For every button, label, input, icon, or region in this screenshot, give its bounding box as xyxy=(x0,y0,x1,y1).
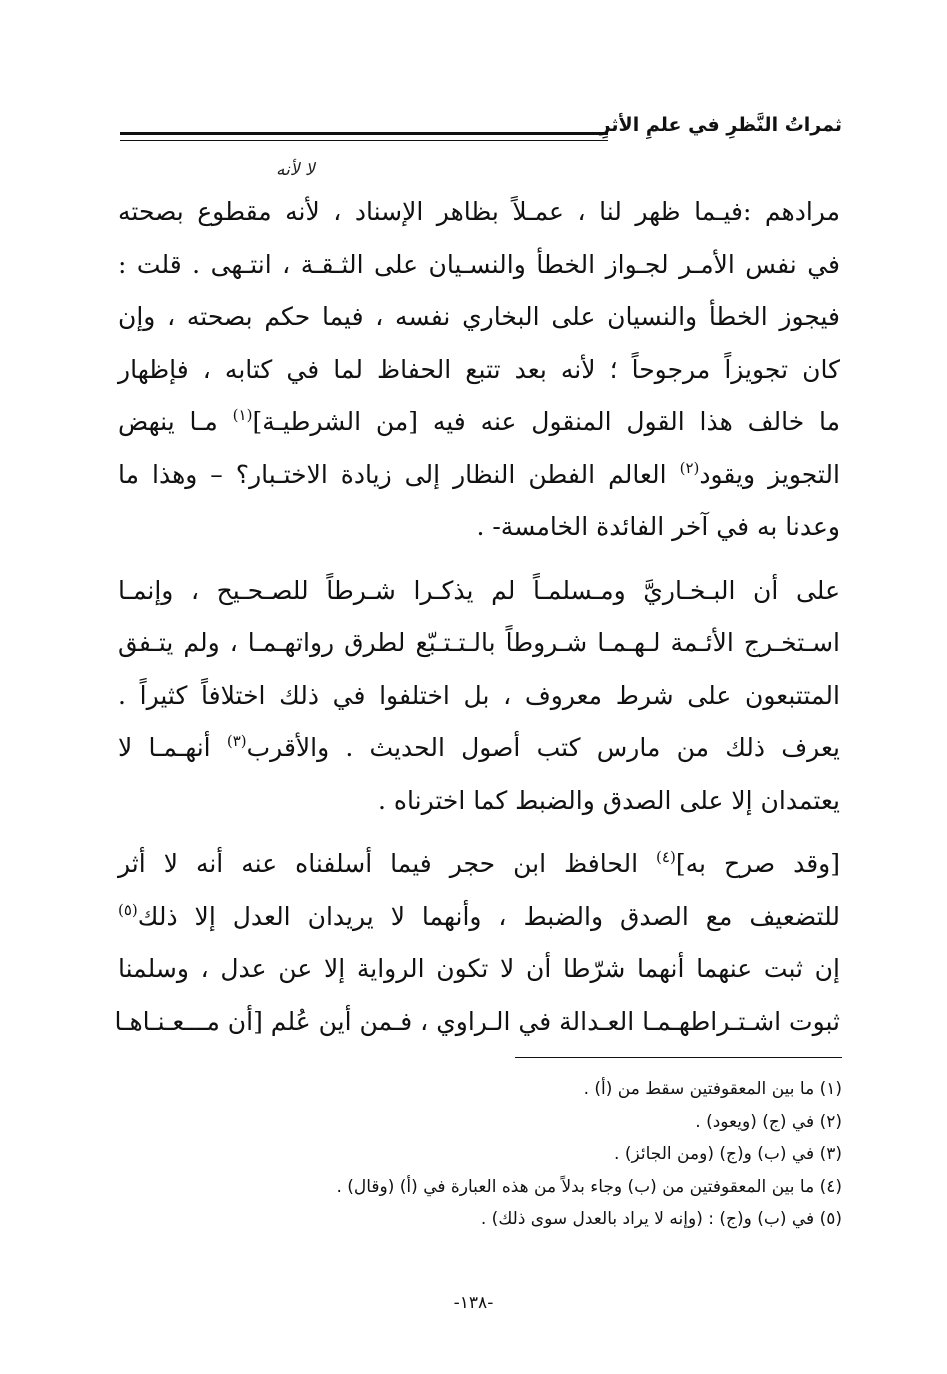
text-line: وعدنا به في آخر الفائدة الخامسة- . xyxy=(476,512,840,541)
text-line: إن ثبت عنهما أنهما شرّطا أن لا تكون الرواية إلا عن عدل ، وسلمنا xyxy=(118,954,840,983)
text-line: يعتمدان إلا على الصدق والضبط كما اخترناه . xyxy=(378,785,840,815)
text-segment: أنهـمـا لا xyxy=(118,733,227,762)
header-double-rule xyxy=(120,132,608,141)
footnote-separator xyxy=(515,1057,842,1058)
text-line xyxy=(118,891,840,944)
paragraph-1 xyxy=(118,186,840,554)
text-segment: يعرف ذلك من مارس كتب أصول الحديث . والأقرب xyxy=(246,733,840,762)
text-segment: الحافظ ابن حجر فيما أسلفناه عنه أنه لا أثر xyxy=(118,849,657,878)
footnote-1: (١) ما بين المعقوفتين سقط من (أ) . xyxy=(583,1079,842,1099)
footnote-3: (٣) في (ب) و(ج) (ومن الجائز) . xyxy=(614,1144,842,1164)
text-line: اسـتخـرج الأئـمة لـهـمـا شـروطاً بالـتـتـبّع لطرق رواتهـمـا ، ولم يتـفق xyxy=(118,628,840,657)
page-number: -١٣٨- xyxy=(453,1293,494,1313)
text-segment: ما خالف هذا القول المنقول عنه فيه [من الشرطيـة] xyxy=(252,407,840,436)
text-line: مرادهم :فيـما ظهر لنا ، عمـلاً بظاهر الإسناد ، لأنه مقطوع بصحته xyxy=(118,197,840,226)
text-line: فيجوز الخطأ والنسيان على البخاري نفسه ، فيما حكم بصحته ، وإن xyxy=(118,302,840,331)
text-segment: التجويز ويقود xyxy=(699,459,840,489)
text-line xyxy=(118,722,840,775)
footnotes xyxy=(102,1073,842,1236)
running-title: ثمراتُ النَّظرِ في علمِ الأثرِ xyxy=(599,114,842,136)
footnote-ref-1[interactable]: (١) xyxy=(232,406,253,424)
text-segment: للتضعيف مع الصدق والضبط ، وأنهما لا يريدان العدل إلا ذلك xyxy=(137,901,840,931)
text-segment: العالم الفطن النظار إلى زيادة الاختـبار؟ – وهذا ما xyxy=(118,459,680,489)
footnote-5: (٥) في (ب) و(ج) : (وإنه لا يراد بالعدل سوى ذلك) . xyxy=(480,1209,842,1229)
text-line: ثبوت اشـتـراطهـمـا العـدالة في الـراوي ، فـمن أين عُلم [أن مـــعـنـاهـا xyxy=(114,1006,840,1036)
paragraph-3 xyxy=(114,838,840,1048)
footnote-ref-3[interactable]: (٣) xyxy=(226,732,247,750)
page-header xyxy=(120,112,842,152)
footnote-4: (٤) ما بين المعقوفتين من (ب) وجاء بدلاً من هذه العبارة في (أ) (وقال) . xyxy=(336,1176,842,1197)
text-line xyxy=(118,396,840,449)
handwritten-margin-note: لا لأنه xyxy=(276,160,315,180)
paragraph-2 xyxy=(118,565,840,828)
footnote-ref-4[interactable]: (٤) xyxy=(656,848,676,866)
text-line: كان تجويزاً مرجوحاً ؛ لأنه بعد تتبع الحفاظ لما في كتابه ، فإظهار xyxy=(118,354,840,384)
footnote-ref-5[interactable]: (٥) xyxy=(118,900,138,919)
text-segment: [وقد صرح به] xyxy=(675,849,840,878)
text-line: على أن البـخـاريَّ ومـسلمـاً لم يذكـرا شـرطاً للصـحـيح ، وإنمـا xyxy=(118,575,840,605)
text-line: المتتبعون على شرط معروف ، بل اختلفوا في ذلك اختلافاً كثيراً . xyxy=(118,680,840,710)
footnote-ref-2[interactable]: (٢) xyxy=(679,458,700,477)
text-line xyxy=(118,449,840,502)
text-segment: مـا ينهض xyxy=(118,407,233,436)
text-line: في نفس الأمـر لجـواز الخطأ والنسـيان على الثـقـة ، انتـهى . قلت : xyxy=(118,249,840,279)
footnote-2: (٢) في (ج) (ويعود) . xyxy=(695,1111,842,1132)
text-line xyxy=(118,838,840,891)
main-text xyxy=(114,186,840,1048)
